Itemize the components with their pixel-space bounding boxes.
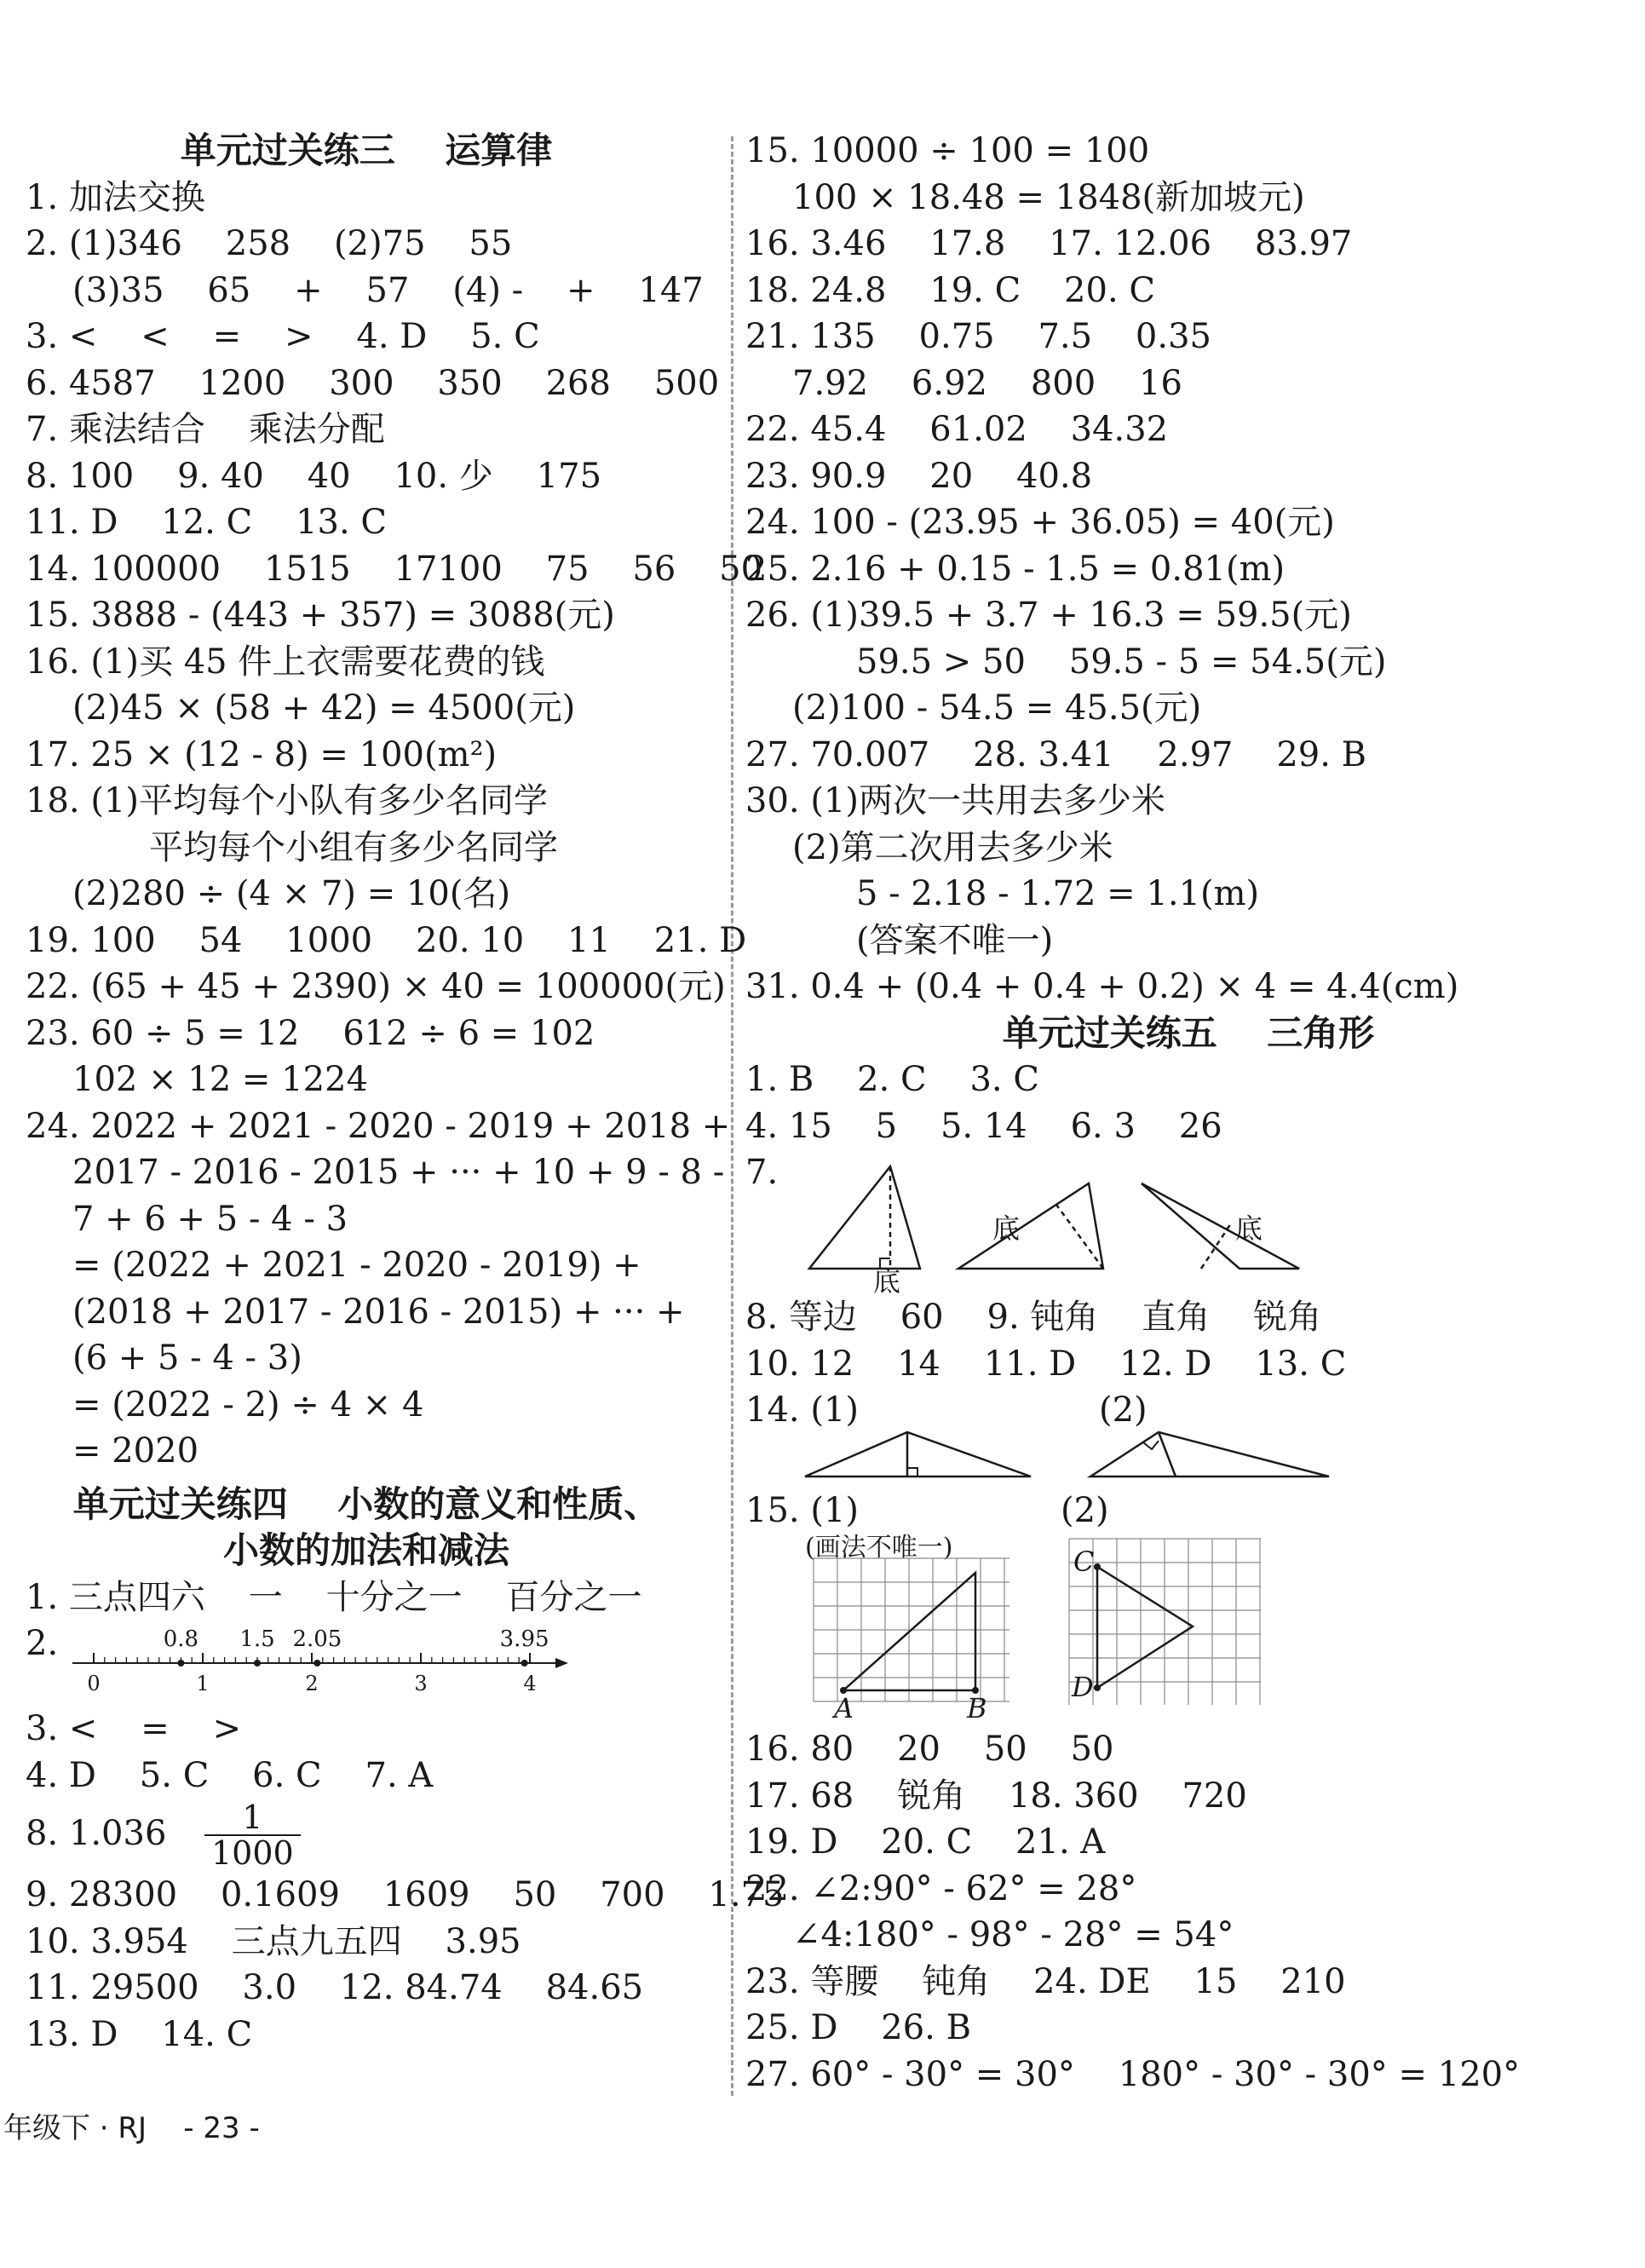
answer-line: 15. 10000 ÷ 100 = 100 xyxy=(745,131,1150,170)
fraction xyxy=(204,1800,301,1870)
point-a-label: A xyxy=(834,1692,854,1724)
triangle-cd xyxy=(1097,1567,1193,1688)
number-line-arrow xyxy=(555,1658,568,1668)
point-c-label: C xyxy=(1073,1546,1095,1578)
q14-figure xyxy=(745,1387,1631,1488)
answer-line: 27. 70.007 28. 3.41 2.97 29. B xyxy=(745,734,1367,774)
answer-line: = (2022 + 2021 - 2020 - 2019) + xyxy=(72,1246,641,1285)
question-number: 15. (1) xyxy=(745,1491,859,1530)
answer-line: 22. (65 + 45 + 2390) × 40 = 100000(元) xyxy=(26,967,726,1006)
question-number: 14. (1) xyxy=(745,1390,859,1430)
grid-2 xyxy=(1065,1534,1269,1705)
answer-line: 8. 等边 60 9. 钝角 直角 锐角 xyxy=(745,1298,1322,1337)
number-line-point xyxy=(521,1660,528,1666)
base-label: 底 xyxy=(992,1212,1021,1245)
answer-line: 3. < < = > 4. D 5. C xyxy=(26,317,540,356)
answer-line: 7. 乘法结合 乘法分配 xyxy=(26,410,385,449)
answer-line: 27. 60° - 30° = 30° 180° - 30° - 30° = 120° xyxy=(745,2054,1521,2094)
number-line-point xyxy=(254,1660,261,1666)
answer-line: 16. 3.46 17.8 17. 12.06 83.97 xyxy=(745,224,1353,263)
answer-line: 30. (1)两次一共用去多少米 xyxy=(745,781,1165,820)
answer-line: 18. 24.8 19. C 20. C xyxy=(745,270,1155,310)
answer-line: 23. 90.9 20 40.8 xyxy=(745,456,1093,496)
answer-line: 2. (1)346 258 (2)75 55 xyxy=(26,224,513,263)
answer-line: (2)100 - 54.5 = 45.5(元) xyxy=(792,688,1202,728)
q14-triangles xyxy=(801,1425,1346,1485)
number-line-point-label: 3.95 xyxy=(499,1626,549,1652)
answer-line: 23. 等腰 钝角 24. DE 15 210 xyxy=(745,1961,1346,2001)
answer-line: (6 + 5 - 4 - 3) xyxy=(72,1338,302,1378)
number-line-point xyxy=(313,1660,320,1666)
answer-line: 22. ∠2:90° - 62° = 28° xyxy=(745,1868,1137,1908)
answer-line: 10. 12 14 11. D 12. D 13. C xyxy=(745,1344,1347,1384)
answer-line: 10. 3.954 三点九五四 3.95 xyxy=(26,1921,521,1961)
triangle-q14-2 xyxy=(1090,1432,1329,1477)
unit3-title: 单元过关练三 运算律 xyxy=(180,130,553,171)
answer-line: 1. B 2. C 3. C xyxy=(745,1060,1039,1099)
fraction-answer xyxy=(26,1799,707,1872)
left-column xyxy=(26,128,785,2058)
fraction-numerator: 1 xyxy=(242,1799,263,1836)
answer-line: 4. D 5. C 6. C 7. A xyxy=(26,1755,434,1795)
answer-line: 16. 80 20 50 50 xyxy=(745,1730,1114,1769)
answer-line: 3. < = > xyxy=(26,1709,242,1748)
number-line-point xyxy=(177,1660,184,1666)
answer-line: 59.5 > 50 59.5 - 5 = 54.5(元) xyxy=(856,642,1387,682)
answer-line: (3)35 65 + 57 (4) - + 147 xyxy=(72,270,704,310)
answer-line: 17. 25 × (12 - 8) = 100(m²) xyxy=(26,734,498,774)
question-number: 2. xyxy=(26,1624,59,1663)
page-footer: 年级下 · RJ - 23 - xyxy=(3,2111,260,2145)
answer-line: 4. 15 5 5. 14 6. 3 26 xyxy=(745,1106,1222,1146)
number-line-tick-label: 4 xyxy=(523,1672,537,1695)
answer-line: (2)45 × (58 + 42) = 4500(元) xyxy=(72,688,576,728)
unit4-title-line1: 单元过关练四 小数的意义和性质、 xyxy=(72,1482,660,1525)
number-line-point-label: 2.05 xyxy=(292,1626,342,1652)
answer-line: 平均每个小组有多少名同学 xyxy=(149,827,558,867)
answer-line: 24. 100 - (23.95 + 36.05) = 40(元) xyxy=(745,503,1335,542)
number-line xyxy=(60,1620,605,1706)
answer-line: 14. 100000 1515 17100 75 56 50 xyxy=(26,549,763,589)
answer-line: 102 × 12 = 1224 xyxy=(72,1060,368,1099)
number-line-figure xyxy=(26,1620,707,1706)
answer-line: 2017 - 2016 - 2015 + ··· + 10 + 9 - 8 - xyxy=(72,1153,725,1192)
point-d-label: D xyxy=(1072,1671,1094,1703)
answer-line: 19. 100 54 1000 20. 10 11 21. D xyxy=(26,920,747,960)
drawing-note: (画法不唯一) xyxy=(805,1533,953,1563)
answer-line: 15. 3888 - (443 + 357) = 3088(元) xyxy=(26,596,615,635)
answer-line: 7.92 6.92 800 16 xyxy=(792,363,1182,403)
answer-line: 31. 0.4 + (0.4 + 0.4 + 0.2) × 4 = 4.4(cm) xyxy=(745,967,1459,1006)
answer-line: (2)280 ÷ (4 × 7) = 10(名) xyxy=(72,874,511,913)
answer-line: 19. D 20. C 21. A xyxy=(745,1822,1106,1862)
triangle-3 xyxy=(1142,1183,1299,1269)
point-b-label: B xyxy=(967,1692,987,1724)
sub-label: (2) xyxy=(1099,1390,1147,1430)
number-line-point-label: 0.8 xyxy=(163,1626,199,1652)
answer-line: 8. 100 9. 40 40 10. 少 175 xyxy=(26,456,602,496)
answer-line: 5 - 2.18 - 1.72 = 1.1(m) xyxy=(856,874,1260,913)
answer-line: (2018 + 2017 - 2016 - 2015) + ··· + xyxy=(72,1292,685,1332)
answer-line: 25. 2.16 + 0.15 - 1.5 = 0.81(m) xyxy=(745,549,1286,589)
answer-line: 7 + 6 + 5 - 4 - 3 xyxy=(72,1199,348,1239)
answer-line: 21. 135 0.75 7.5 0.35 xyxy=(745,317,1211,356)
answer-line: 11. D 12. C 13. C xyxy=(26,503,387,542)
number-line-tick-label: 0 xyxy=(87,1672,101,1695)
answer-line: = 2020 xyxy=(72,1431,199,1471)
answer-line: 9. 28300 0.1609 1609 50 700 1.75 xyxy=(26,1875,785,1914)
number-line-tick-label: 3 xyxy=(414,1672,428,1695)
triangle-2 xyxy=(958,1183,1103,1269)
answer-line: 100 × 18.48 = 1848(新加坡元) xyxy=(792,177,1305,217)
answer-line: 1. 加法交换 xyxy=(26,177,205,217)
answer-line: 25. D 26. B xyxy=(745,2008,971,2047)
answer-line: (答案不唯一) xyxy=(856,920,1054,960)
question-number: 7. xyxy=(745,1153,779,1192)
right-column xyxy=(745,128,1631,2098)
number-line-tick-label: 1 xyxy=(196,1672,210,1695)
base-label: 底 xyxy=(873,1265,901,1298)
answer-line: 23. 60 ÷ 5 = 12 612 ÷ 6 = 102 xyxy=(26,1013,595,1053)
answer-line: (2)第二次用去多少米 xyxy=(792,827,1113,867)
answer-line: 17. 68 锐角 18. 360 720 xyxy=(745,1776,1247,1816)
answer-line: 13. D 14. C xyxy=(26,2014,253,2054)
answer-line: 6. 4587 1200 300 350 268 500 xyxy=(26,363,720,403)
q15-figure xyxy=(745,1488,1631,1726)
unit5-title: 单元过关练五 三角形 xyxy=(1002,1011,1375,1054)
number-line-point-label: 1.5 xyxy=(239,1626,275,1652)
base-label: 底 xyxy=(1235,1212,1263,1245)
sub-label: (2) xyxy=(1061,1491,1109,1530)
answer-line: 26. (1)39.5 + 3.7 + 16.3 = 59.5(元) xyxy=(745,596,1352,635)
answer-line: 11. 29500 3.0 12. 84.74 84.65 xyxy=(26,1968,644,2007)
triangle-heights-figure xyxy=(745,1149,1631,1298)
answer-line: ∠4:180° - 98° - 28° = 54° xyxy=(792,1915,1234,1954)
answer-line: 8. 1.036 xyxy=(26,1814,167,1853)
fraction-denominator: 1000 xyxy=(204,1834,301,1870)
number-line-tick-label: 2 xyxy=(305,1672,319,1695)
answer-line: 1. 三点四六 一 十分之一 百分之一 xyxy=(26,1577,642,1617)
answer-line: = (2022 - 2) ÷ 4 × 4 xyxy=(72,1384,424,1425)
number-line-marks xyxy=(72,1626,568,1695)
column-divider xyxy=(731,136,733,2096)
answer-line: 18. (1)平均每个小队有多少名同学 xyxy=(26,781,548,820)
unit4-title-line2: 小数的加法和减法 xyxy=(222,1529,509,1571)
answer-line: 22. 45.4 61.02 34.32 xyxy=(745,410,1169,449)
answer-line: 24. 2022 + 2021 - 2020 - 2019 + 2018 + xyxy=(26,1106,731,1146)
triangle-1 xyxy=(809,1166,920,1269)
height-2 xyxy=(1056,1205,1103,1269)
answer-line: 16. (1)买 45 件上衣需要花费的钱 xyxy=(26,642,545,682)
